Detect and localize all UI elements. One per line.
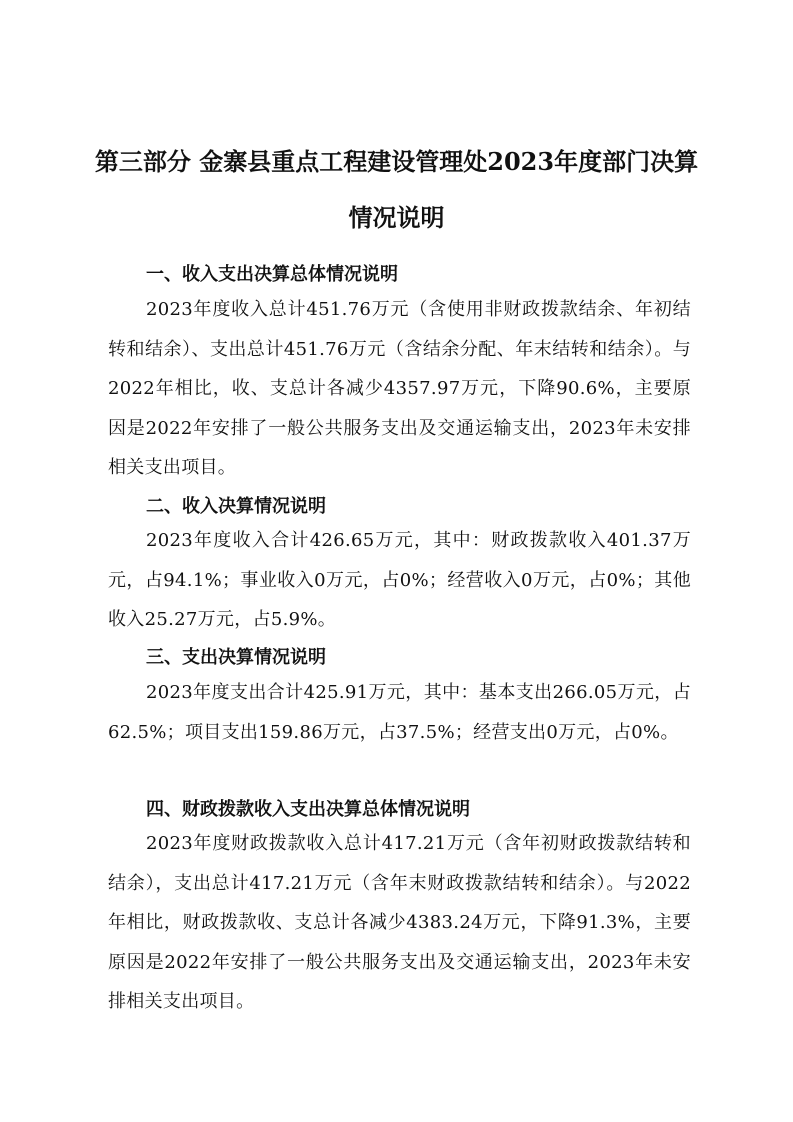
section-heading-fiscal-appropriation: 四、财政拨款收入支出决算总体情况说明 [146,799,470,820]
section-paragraph-expenditure: 2023年度支出合计425.91万元，其中：基本支出266.05万元，占62.5%；项目支出159.86万元，占37.5%；经营支出0万元，占0%。 [108,682,691,743]
section-paragraph-income-expenditure-overview: 2023年度收入总计451.76万元（含使用非财政拨款结余、年初结转和结余）、支出总计451.76万元（含结余分配、年末结转和结余）。与2022年相比，收、支总计各减少4357.97万元，下降90.6%，主要原因是2022年安排了一般公共服务支出及交通运输支出，2023年未安排相关支出项目。 [108,299,691,479]
document-title-line-1: 第三部分 金寨县重点工程建设管理处2023年度部门决算 [94,147,699,176]
section-paragraph-income: 2023年度收入合计426.65万元，其中：财政拨款收入401.37万元，占94.1%；事业收入0万元，占0%；经营收入0万元，占0%；其他收入25.27万元，占5.9%。 [108,530,691,631]
section-heading-income: 二、收入决算情况说明 [146,496,326,517]
section-paragraph-fiscal-appropriation: 2023年度财政拨款收入总计417.21万元（含年初财政拨款结转和结余），支出总计417.21万元（含年末财政拨款结转和结余）。与2022年相比，财政拨款收、支总计各减少4383.24万元，下降91.3%，主要原因是2022年安排了一般公共服务支出及交通运输支出，2023年未安排相关支出项目。 [108,833,691,1013]
document-title-line-2: 情况说明 [348,203,445,232]
section-heading-expenditure: 三、支出决算情况说明 [146,647,326,668]
section-heading-income-expenditure-overview: 一、收入支出决算总体情况说明 [146,264,398,285]
